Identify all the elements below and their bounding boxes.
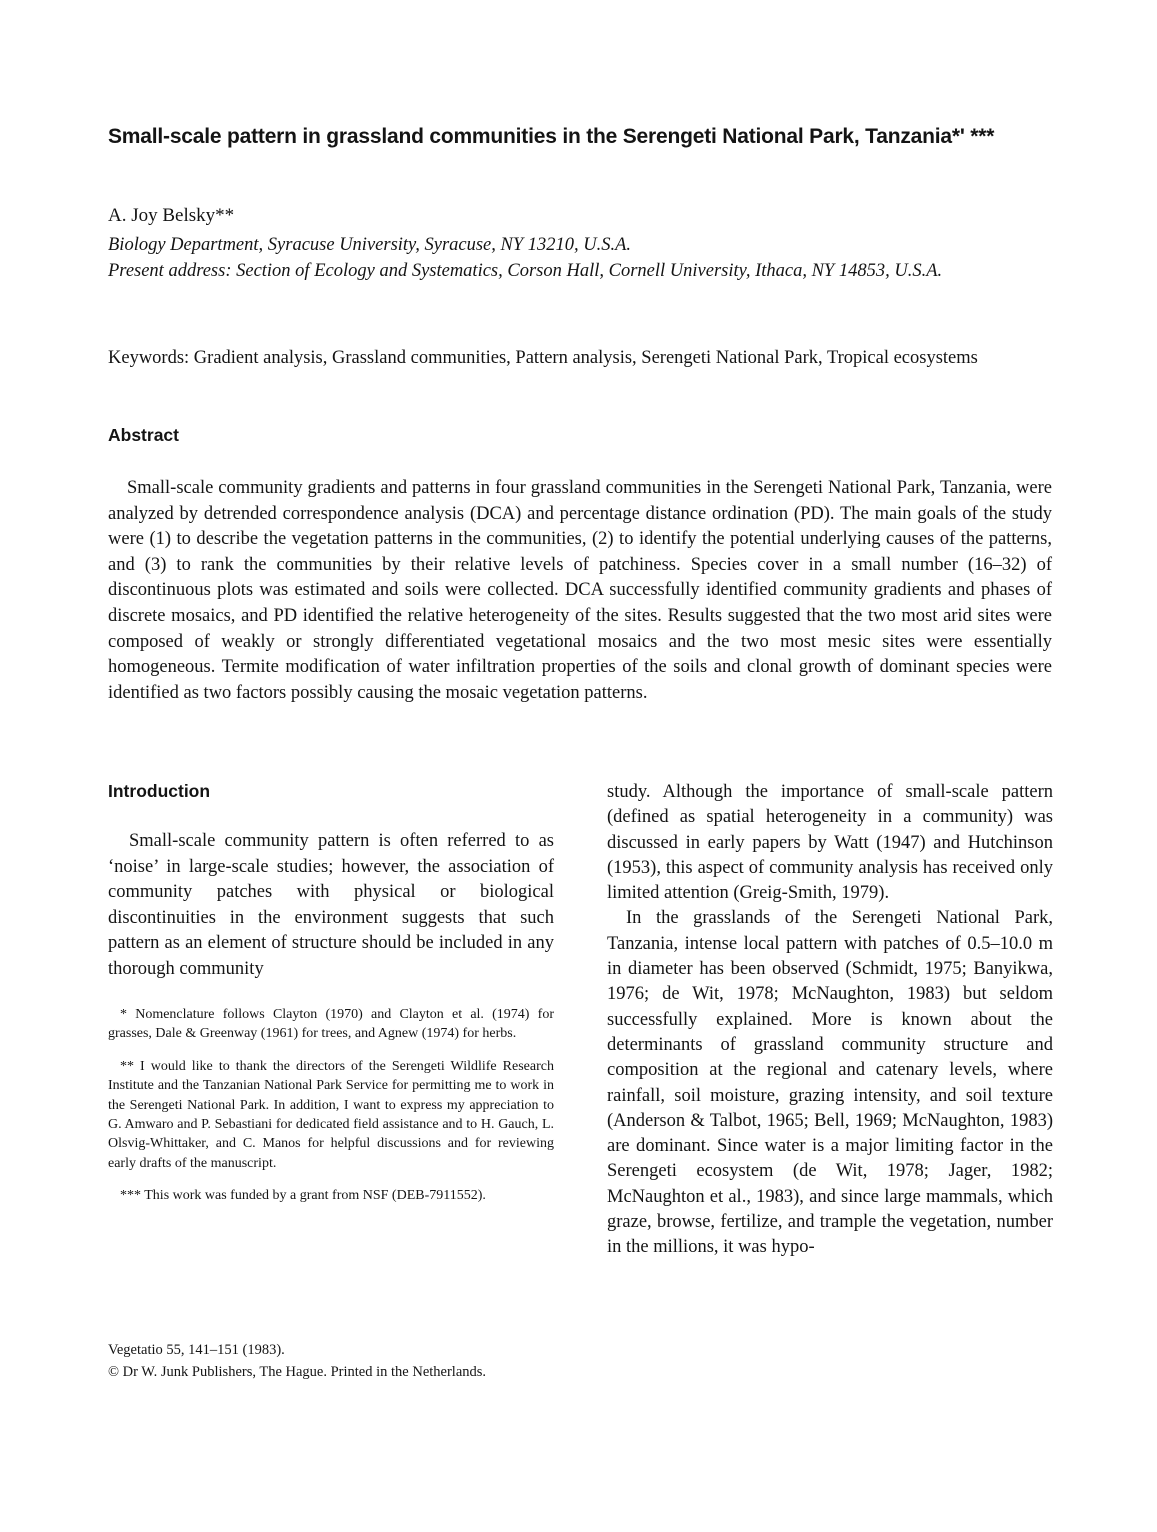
journal-citation: Vegetatio 55, 141–151 (1983).: [108, 1342, 285, 1358]
footnote-acknowledgements: ** I would like to thank the directors of the Serengeti Wildlife Research Institute and the Tanzanian National Park Service for permitting me to work in the Serengeti National Park. In addition, I want to express my appreciation to G. Amwaro and P. Sebastiani for dedicated field assistance and to H. Gauch, L. Olsvig-Whittaker, and C. Manos for helpful discussions and for reviewing early drafts of the manuscript.: [108, 1058, 554, 1171]
author-name: A. Joy Belsky**: [108, 205, 235, 226]
publisher-line: © Dr W. Junk Publishers, The Hague. Printed in the Netherlands.: [108, 1364, 487, 1380]
introduction-left-paragraph: Small-scale community pattern is often referred to as ‘noise’ in large-scale studies; however, the association of community patches with physical or biological discontinuities in the environment suggests that such pattern as an element of structure should be included in any thorough community: [108, 831, 554, 979]
abstract-heading: Abstract: [108, 425, 179, 445]
introduction-right-column: [607, 780, 1053, 1261]
affiliation-primary: Biology Department, Syracuse University, Syracuse, NY 13210, U.S.A.: [108, 235, 632, 255]
footnote-funding: *** This work was funded by a grant from NSF (DEB-7911552).: [120, 1188, 486, 1204]
affiliation-present-address: Present address: Section of Ecology and Systematics, Corson Hall, Cornell University, Ithaca, NY 14853, U.S.A.: [108, 261, 943, 281]
page-footer: [108, 1339, 608, 1383]
keywords: Keywords: Gradient analysis, Grassland communities, Pattern analysis, Serengeti National Park, Tropical ecosystems: [108, 348, 978, 368]
introduction-right-paragraph-2: In the grasslands of the Serengeti National Park, Tanzania, intense local pattern with patches of 0.5–10.0 m in diameter has been observed (Schmidt, 1975; Banyikwa, 1976; de Wit, 1978; McNaughton, 1983) but seldom successfully explained. More is known about the determinants of grassland community structure and composition at the regional and catenary levels, where rainfall, soil moisture, grazing intensity, and soil texture (Anderson & Talbot, 1965; Bell, 1969; McNaughton, 1983) are dominant. Since water is a major limiting factor in the Serengeti ecosystem (de Wit, 1978; Jager, 1982; McNaughton et al., 1983), and since large mammals, which graze, browse, fertilize, and trample the vegetation, number in the millions, it was hypo-: [607, 908, 1053, 1258]
footnote-nomenclature: * Nomenclature follows Clayton (1970) and Clayton et al. (1974) for grasses, Dale & Greenway (1961) for trees, and Agnew (1974) for herbs.: [108, 1007, 554, 1042]
introduction-heading: Introduction: [108, 781, 211, 801]
affiliations: [108, 232, 1058, 284]
article-title: Small-scale pattern in grassland communities in the Serengeti National Park, Tanzania*' ***: [108, 125, 995, 148]
introduction-right-paragraph-1: study. Although the importance of small-scale pattern (defined as spatial heterogeneity in a community) was discussed in early papers by Watt (1947) and Hutchinson (1953), this aspect of community analysis has received only limited attention (Greig-Smith, 1979).: [607, 782, 1053, 904]
footnotes: [108, 1005, 554, 1219]
abstract-text: Small-scale community gradients and patterns in four grassland communities in the Serengeti National Park, Tanzania, were analyzed by detrended correspondence analysis (DCA) and percentage distance ordination (PD). The main goals of the study were (1) to describe the vegetation patterns in the communities, (2) to identify the potential underlying causes of the patterns, and (3) to rank the communities by their relative levels of patchiness. Species cover in a small number (16–32) of discontinuous plots was estimated and soils were collected. DCA successfully identified community gradients and phases of discrete mosaics, and PD identified the relative heterogeneity of the sites. Results suggested that the two most arid sites were composed of weakly or strongly differentiated vegetational mosaics and the two most mesic sites were essentially homogeneous. Termite modification of water infiltration properties of the soils and clonal growth of dominant species were identified as two factors possibly causing the mosaic vegetation patterns.: [108, 478, 1052, 703]
